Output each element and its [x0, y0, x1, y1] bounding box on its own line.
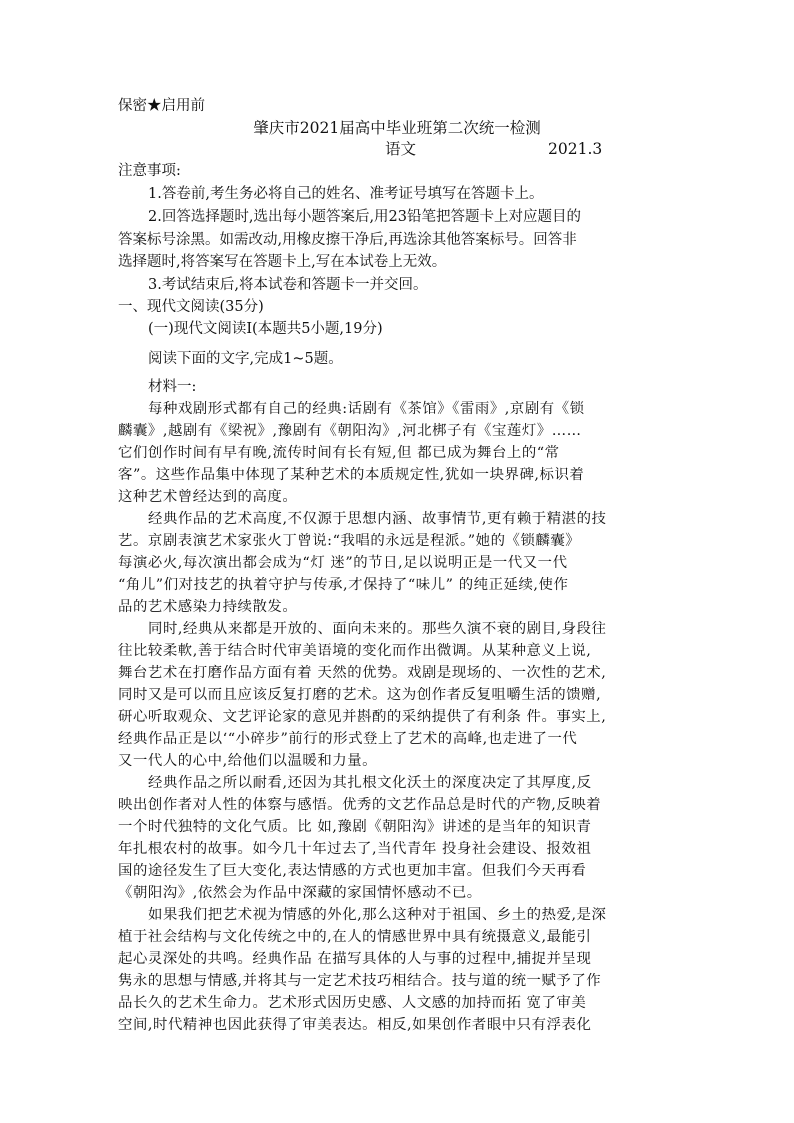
body-line-14: 同时又是可以而且应该反复打磨的艺术。这为创作者反复咀嚼生活的馈赠, [118, 687, 602, 703]
section-subheading: (一)现代文阅读Ⅰ(本题共5小题,19分) [148, 321, 383, 337]
body-line-2: 麟囊》,越剧有《梁祝》,豫剧有《朝阳沟》,河北梆子有《宝莲灯》…… [118, 423, 582, 439]
material-label: 材料一: [148, 379, 197, 395]
body-line-21: 年扎根农村的故事。如今几十年过去了,当代青年 投身社会建设、报效祖 [118, 841, 592, 857]
notice-line-5: 3.考试结束后,将本试卷和答题卡一并交回。 [148, 277, 428, 293]
body-line-26: 起心灵深处的共鸣。经典作品 在描写具体的人与事的过程中,捕捉并呈现 [118, 951, 592, 967]
body-line-18: 经典作品之所以耐看,还因为其扎根文化沃土的深度决定了其厚度,反 [148, 775, 592, 791]
body-line-27: 隽永的思想与情感,并将其与一定艺术技巧相结合。技与道的统一赋予了作 [118, 973, 602, 989]
notice-heading: 注意事项: [118, 163, 181, 179]
body-line-15: 研心听取观众、文艺评论家的意见并斟酌的采纳提供了有利条 件。事实上, [118, 709, 607, 725]
body-line-17: 又一代人的心中,给他们以温暖和力量。 [118, 753, 378, 769]
body-line-13: 舞台艺术在打磨作品方面有着 天然的优势。戏剧是现场的、一次性的艺术, [118, 665, 607, 681]
body-line-4: 客”。这些作品集中体现了某种艺术的本质规定性,犹如一块界碑,标识着 [118, 467, 585, 483]
body-line-9: “角儿”们对技艺的执着守护与传承,才保持了“味儿” 的纯正延续,使作 [118, 577, 569, 593]
body-line-22: 国的途径发生了巨大变化,表达情感的方式也更加丰富。但我们今天再看 [118, 863, 587, 879]
subject-label: 语文 [385, 140, 417, 158]
body-line-7: 艺。京剧表演艺术家张火丁曾说:“我唱的永远是程派。”她的《锁麟囊》 [118, 533, 581, 549]
body-line-5: 这种艺术曾经达到的高度。 [118, 489, 298, 505]
reading-instruction: 阅读下面的文字,完成1~5题。 [148, 351, 343, 367]
body-line-24: 如果我们把艺术视为情感的外化,那么这种对于祖国、乡土的热爱,是深 [148, 907, 607, 923]
body-line-3: 它们创作时间有早有晚,流传时间有长有短,但 都已成为舞台上的“常 [118, 445, 560, 461]
notice-line-2: 2.回答选择题时,选出每小题答案后,用23铅笔把答题卡上对应题目的 [148, 209, 582, 225]
body-line-8: 每演必火,每次演出都会成为“灯 迷”的节日,足以说明正是一代又一代 [118, 555, 568, 571]
secrecy-label: 保密★启用前 [118, 98, 205, 114]
body-line-23: 《朝阳沟》,依然会为作品中深藏的家国情怀感动不已。 [118, 885, 482, 901]
body-line-20: 一个时代独特的文化气质。比 如,豫剧《朝阳沟》讲述的是当年的知识青 [118, 819, 592, 835]
body-line-29: 空间,时代精神也因此获得了审美表达。相反,如果创作者眼中只有浮表化 [118, 1017, 592, 1033]
body-line-16: 经典作品正是以‘“小碎步”前行的形式登上了艺术的高峰,也走进了一代 [118, 731, 578, 747]
body-line-11: 同时,经典从来都是开放的、面向未来的。那些久演不衰的剧目,身段往 [148, 621, 607, 637]
body-line-6: 经典作品的艺术高度,不仅源于思想内涵、故事情节,更有赖于精湛的技 [148, 511, 607, 527]
body-line-28: 品长久的艺术生命力。艺术形式因历史感、人文感的加持而拓 宽了审美 [118, 995, 587, 1011]
body-line-12: 往比较柔軟,善于结合时代审美语境的变化而作出微调。从某种意义上说, [118, 643, 592, 659]
body-line-10: 品的艺术感染力持续散发。 [118, 599, 298, 615]
notice-line-4: 选择题时,将答案写在答题卡上,写在本试卷上无效。 [118, 254, 447, 270]
notice-line-3: 答案标号涂黑。如需改动,用橡皮擦干净后,再选涂其他答案标号。回答非 [118, 232, 577, 248]
notice-line-1: 1.答卷前,考生务必将自己的姓名、准考证号填写在答题卡上。 [148, 186, 544, 202]
section-heading: 一、现代文阅读(35分) [118, 299, 264, 315]
body-line-1: 每种戏剧形式都有自己的经典:话剧有《茶馆》《雷雨》,京剧有《锁 [148, 401, 585, 417]
body-line-19: 映出创作者对人性的体察与感悟。优秀的文艺作品总是时代的产物,反映着 [118, 797, 602, 813]
body-line-25: 植于社会结构与文化传统之中的,在人的情感世界中具有统摄意义,最能引 [118, 929, 592, 945]
exam-title: 肇庆市2021届高中毕业班第二次统一检测 [253, 119, 541, 137]
exam-date: 2021.3 [548, 140, 603, 158]
